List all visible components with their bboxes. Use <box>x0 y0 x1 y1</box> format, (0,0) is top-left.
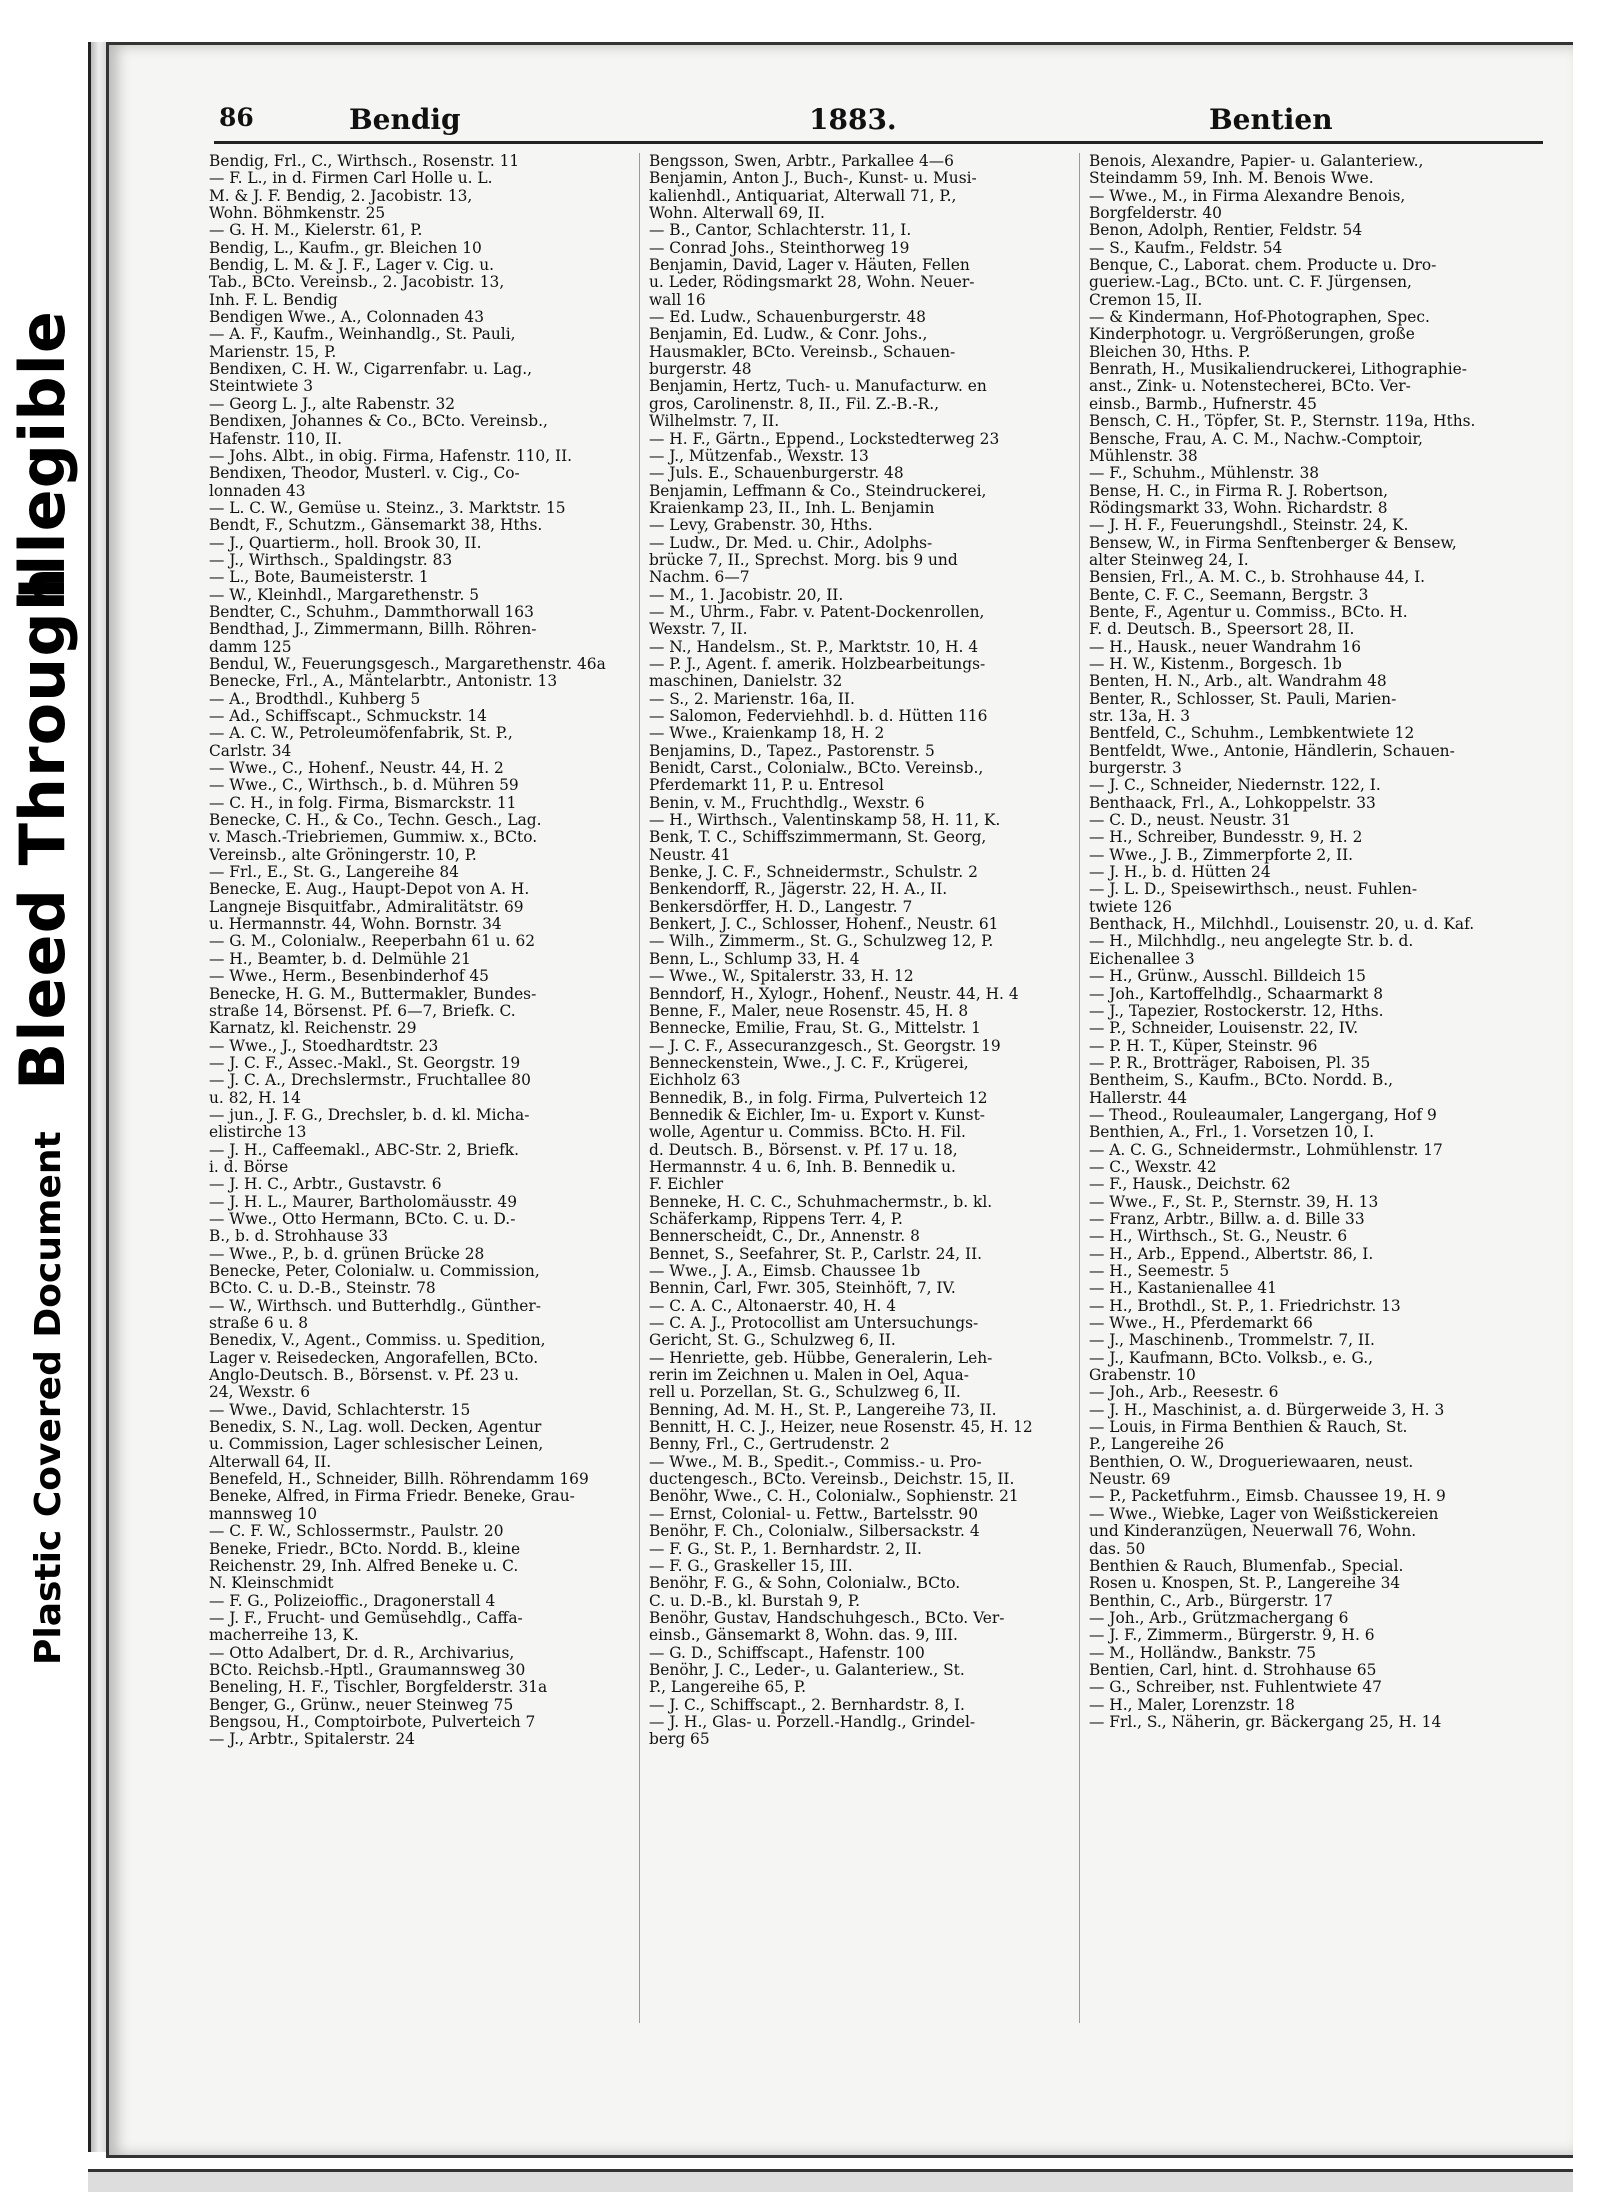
directory-entry-line: Benjamin, Hertz, Tuch- u. Manufacturw. en <box>649 378 987 396</box>
directory-entry-line: 24, Wexstr. 6 <box>209 1384 311 1402</box>
directory-entry-line: Cremon 15, II. <box>1089 291 1203 309</box>
directory-entry-line: — N., Handelsm., St. P., Marktstr. 10, H. 4 <box>649 638 979 656</box>
directory-entry-line: Rödingsmarkt 33, Wohn. Richardstr. 8 <box>1089 499 1388 517</box>
directory-entry-line: Bendig, L., Kaufm., gr. Bleichen 10 <box>209 239 482 257</box>
directory-entry-line: — A. F., Kaufm., Weinhandlg., St. Pauli, <box>209 326 516 344</box>
directory-entry-line: — Wwe., Wiebke, Lager von Weißstickereien <box>1089 1505 1439 1523</box>
directory-entry-line: Benecke, C. H., & Co., Techn. Gesch., Lag. <box>209 812 542 830</box>
directory-entry-line: — Wwe., Kraienkamp 18, H. 2 <box>649 725 885 743</box>
directory-entry-line: — H., Beamter, b. d. Delmühle 21 <box>209 950 471 968</box>
directory-entry-line: Steindamm 59, Inh. M. Benois Wwe. <box>1089 170 1374 188</box>
directory-entry-line: damm 125 <box>209 638 292 656</box>
directory-entry-line: — Wwe., H., Pferdemarkt 66 <box>1089 1315 1313 1333</box>
directory-entry-line: — Ad., Schiffscapt., Schmuckstr. 14 <box>209 708 487 725</box>
directory-entry-line: Grabenstr. 10 <box>1089 1367 1196 1385</box>
directory-entry-line: — F. G., Polizeioffic., Dragonerstall 4 <box>209 1592 496 1610</box>
directory-entry-line: — J. H., Maschinist, a. d. Bürgerweide 3, H. 3 <box>1089 1401 1445 1419</box>
directory-entry-line: elistirche 13 <box>209 1124 307 1142</box>
directory-entry-line: Bense, H. C., in Firma R. J. Robertson, <box>1089 482 1389 500</box>
directory-entry-line: Bengsou, H., Comptoirbote, Pulverteich 7 <box>209 1713 536 1731</box>
directory-entry-line: — A., Brodthdl., Kuhberg 5 <box>209 690 421 708</box>
directory-entry-line: gueriew.-Lag., BCto. unt. C. F. Jürgensen, <box>1089 274 1412 292</box>
directory-entry-line: — J. F., Frucht- und Gemüsehdlg., Caffa- <box>209 1609 523 1627</box>
directory-entry-line: — P. H. T., Küper, Steinstr. 96 <box>1089 1037 1318 1055</box>
directory-entry-line: — H., Maler, Lorenzstr. 18 <box>1089 1696 1295 1714</box>
directory-entry-line: brücke 7, II., Sprechst. Morg. bis 9 und <box>649 551 958 569</box>
directory-entry-line: alter Steinweg 24, I. <box>1089 551 1249 569</box>
directory-entry-line: — H. F., Gärtn., Eppend., Lockstedterweg 23 <box>649 430 1000 448</box>
directory-entry-line: F. Eichler <box>649 1176 724 1194</box>
directory-entry-line: — Wwe., P., b. d. grünen Brücke 28 <box>209 1245 485 1263</box>
directory-entry-line: — Joh., Arb., Grützmachergang 6 <box>1089 1609 1349 1627</box>
directory-entry-line: Benjamin, Leffmann & Co., Steindruckerei, <box>649 482 987 500</box>
directory-entry-line: Benthin, C., Arb., Bürgerstr. 17 <box>1089 1592 1333 1610</box>
directory-entry-line: Bennet, S., Seefahrer, St. P., Carlstr. 24, II. <box>649 1245 983 1263</box>
directory-entry-line: — Wwe., David, Schlachterstr. 15 <box>209 1401 471 1419</box>
directory-entry-line: — Ed. Ludw., Schauenburgerstr. 48 <box>649 309 926 327</box>
directory-entry-line: Bendthad, J., Zimmermann, Billh. Röhren- <box>209 621 537 639</box>
directory-entry-line: — L. C. W., Gemüse u. Steinz., 3. Marktstr. 15 <box>209 499 566 517</box>
directory-entry-line: N. Kleinschmidt <box>209 1575 334 1593</box>
directory-entry-line: — G. D., Schiffscapt., Hafenstr. 100 <box>649 1644 925 1662</box>
directory-entry-line: Benthack, H., Milchhdl., Louisenstr. 20, u. d. Kaf. <box>1089 916 1475 934</box>
directory-entry-line: BCto. Reichsb.-Hptl., Graumannsweg 30 <box>209 1661 526 1679</box>
directory-entry-line: — H., Wirthsch., Valentinskamp 58, H. 11, K. <box>649 812 1001 830</box>
directory-entry-line: — P. R., Brotträger, Raboisen, Pl. 35 <box>1089 1054 1371 1072</box>
directory-entry-line: Tab., BCto. Vereinsb., 2. Jacobistr. 13, <box>209 274 505 292</box>
directory-entry-line: Bendter, C., Schuhm., Dammthorwall 163 <box>209 603 534 621</box>
directory-entry-line: Bensch, C. H., Töpfer, St. P., Sternstr. 119a, Hths. <box>1089 413 1476 431</box>
right-heading: Bentien <box>1209 103 1333 136</box>
directory-entry-line: Benque, C., Laborat. chem. Producte u. Dro- <box>1089 257 1437 275</box>
directory-entry-line: — H., Wirthsch., St. G., Neustr. 6 <box>1089 1228 1348 1246</box>
directory-entry-line: kalienhdl., Antiquariat, Alterwall 71, P., <box>649 187 957 205</box>
directory-entry-line: Steintwiete 3 <box>209 378 314 396</box>
directory-entry-line: d. Deutsch. B., Börsenst. v. Pf. 17 u. 18, <box>649 1141 958 1159</box>
directory-entry-line: — Georg L. J., alte Rabenstr. 32 <box>209 395 456 413</box>
directory-entry-line: maschinen, Danielstr. 32 <box>649 673 843 691</box>
directory-entry-line: rerin im Zeichnen u. Malen in Oel, Aqua- <box>649 1367 969 1385</box>
directory-entry-line: Benter, R., Schlosser, St. Pauli, Marien- <box>1089 690 1397 708</box>
directory-entry-line: u. 82, H. 14 <box>209 1089 301 1107</box>
directory-entry-line: — Wwe., C., Hohenf., Neustr. 44, H. 2 <box>209 760 504 778</box>
directory-entry-line: — C. A. J., Protocollist am Untersuchungs- <box>649 1315 979 1333</box>
directory-entry-line: Benecke, H. G. M., Buttermakler, Bundes- <box>209 985 537 1003</box>
directory-entry-line: Bendig, Frl., C., Wirthsch., Rosenstr. 11 <box>209 153 520 170</box>
directory-entry-line: — Frl., E., St. G., Langereihe 84 <box>209 864 459 882</box>
directory-entry-line: — H., Seemestr. 5 <box>1089 1263 1230 1280</box>
directory-entry-line: — M., 1. Jacobistr. 20, II. <box>649 586 844 604</box>
directory-entry-line: — H., Milchhdlg., neu angelegte Str. b. d. <box>1089 933 1414 951</box>
directory-entry-line: gros, Carolinenstr. 8, II., Fil. Z.-B.-R., <box>649 395 940 413</box>
directory-entry-line: str. 13a, H. 3 <box>1089 708 1191 725</box>
directory-entry-line: — H., Hausk., neuer Wandrahm 16 <box>1089 638 1362 656</box>
directory-entry-line: Benedix, S. N., Lag. woll. Decken, Agentur <box>209 1419 542 1437</box>
directory-entry-line: — F. L., in d. Firmen Carl Holle u. L. <box>209 170 493 188</box>
column-divider <box>639 153 640 2023</box>
directory-entry-line: burgerstr. 3 <box>1089 760 1182 778</box>
directory-entry-line: Hermannstr. 4 u. 6, Inh. B. Bennedik u. <box>649 1158 956 1176</box>
directory-entry-line: Benois, Alexandre, Papier- u. Galanteriew., <box>1089 153 1424 170</box>
directory-entry-line: Hafenstr. 110, II. <box>209 430 343 448</box>
directory-entry-line: — Wwe., M. B., Spedit.-, Commiss.- u. Pro- <box>649 1453 982 1471</box>
directory-entry-line: B., b. d. Strohhause 33 <box>209 1228 389 1246</box>
directory-entry-line: Alterwall 64, II. <box>209 1453 332 1471</box>
directory-entry-line: — Joh., Kartoffelhdlg., Schaarmarkt 8 <box>1089 985 1384 1003</box>
directory-entry-line: — Frl., S., Näherin, gr. Bäckergang 25, H. 14 <box>1089 1713 1442 1731</box>
directory-entry-line: Bennerscheidt, C., Dr., Annenstr. 8 <box>649 1228 920 1246</box>
directory-entry-line: — Franz, Arbtr., Billw. a. d. Bille 33 <box>1089 1210 1365 1228</box>
directory-entry-line: — Juls. E., Schauenburgerstr. 48 <box>649 465 904 483</box>
directory-entry-line: — Otto Adalbert, Dr. d. R., Archivarius, <box>209 1644 515 1662</box>
directory-entry-line: Benidt, Carst., Colonialw., BCto. Vereinsb., <box>649 760 984 778</box>
directory-entry-line: — Wilh., Zimmerm., St. G., Schulzweg 12, P. <box>649 933 994 951</box>
directory-entry-line: Neustr. 69 <box>1089 1471 1171 1489</box>
directory-entry-line: — J. C. F., Assecuranzgesch., St. Georgstr. 19 <box>649 1037 1001 1055</box>
directory-entry-line: Bensew, W., in Firma Senftenberger & Bensew, <box>1089 534 1457 552</box>
directory-entry-line: Bennitt, H. C. J., Heizer, neue Rosenstr. 45, H. 12 <box>649 1419 1033 1437</box>
directory-entry-line: Benthien, A., Frl., 1. Vorsetzen 10, I. <box>1089 1124 1375 1142</box>
directory-entry-line: Benndorf, H., Xylogr., Hohenf., Neustr. 44, H. 4 <box>649 985 1019 1003</box>
directory-entry-line: Benkendorff, R., Jägerstr. 22, H. A., II. <box>649 881 948 899</box>
page-bottom-edge <box>88 2169 1573 2192</box>
illegible-stamp: Illegible <box>6 310 79 600</box>
directory-entry-line: Nachm. 6—7 <box>649 569 750 587</box>
directory-entry-line: Wohn. Alterwall 69, II. <box>649 205 825 223</box>
directory-entry-line: Bennecke, Emilie, Frau, St. G., Mittelstr. 1 <box>649 1020 981 1038</box>
directory-entry-line: Bendig, L. M. & J. F., Lager v. Cig. u. <box>209 257 494 275</box>
directory-entry-line: Mühlenstr. 38 <box>1089 447 1198 465</box>
directory-entry-line: Benjamin, Ed. Ludw., & Conr. Johs., <box>649 326 928 344</box>
directory-entry-line: v. Masch.-Triebriemen, Gummiw. x., BCto. <box>209 829 538 847</box>
directory-entry-line: Benthaack, Frl., A., Lohkoppelstr. 33 <box>1089 794 1376 812</box>
directory-entry-line: — Joh., Arb., Reesestr. 6 <box>1089 1384 1279 1402</box>
directory-entry-line: rell u. Porzellan, St. G., Schulzweg 6, II. <box>649 1384 961 1402</box>
directory-entry-line: — J. H. F., Feuerungshdl., Steinstr. 24, K. <box>1089 517 1409 535</box>
directory-entry-line: anst., Zink- u. Notenstecherei, BCto. Ver- <box>1089 378 1411 396</box>
directory-entry-line: Benedix, V., Agent., Commiss. u. Spedition, <box>209 1332 546 1350</box>
directory-entry-line: einsb., Barmb., Hufnerstr. 45 <box>1089 395 1317 413</box>
directory-entry-line: Marienstr. 15, P. <box>209 343 337 361</box>
directory-entry-line: M. & J. F. Bendig, 2. Jacobistr. 13, <box>209 187 473 205</box>
directory-entry-line: Benthien, O. W., Drogueriewaaren, neust. <box>1089 1453 1414 1471</box>
directory-entry-line: — Conrad Johs., Steinthorweg 19 <box>649 239 910 257</box>
directory-entry-line: Bennedik, B., in folg. Firma, Pulverteich 12 <box>649 1089 988 1107</box>
directory-entry-line: Benneke, H. C. C., Schuhmachermstr., b. kl. <box>649 1193 993 1211</box>
directory-entry-line: — J. C., Schiffscapt., 2. Bernhardstr. 8, I. <box>649 1696 965 1714</box>
directory-entry-line: — J., Kaufmann, BCto. Volksb., e. G., <box>1089 1349 1373 1367</box>
directory-entry-line: Eichenallee 3 <box>1089 950 1195 968</box>
directory-entry-line: Benon, Adolph, Rentier, Feldstr. 54 <box>1089 222 1363 240</box>
directory-entry-line: Carlstr. 34 <box>209 742 292 760</box>
directory-entry-line: — Wwe., J. B., Zimmerpforte 2, II. <box>1089 846 1354 864</box>
directory-entry-line: Benkersdörffer, H. D., Langestr. 7 <box>649 898 913 916</box>
directory-entry-line: — Levy, Grabenstr. 30, Hths. <box>649 517 873 535</box>
directory-entry-line: F. d. Deutsch. B., Speersort 28, II. <box>1089 621 1355 639</box>
directory-entry-line: — J., Tapezier, Rostockerstr. 12, Hths. <box>1089 1002 1384 1020</box>
directory-entry-line: i. d. Börse <box>209 1158 289 1176</box>
directory-entry-line: — C., Wexstr. 42 <box>1089 1158 1217 1176</box>
directory-entry-line: — Wwe., F., St. P., Sternstr. 39, H. 13 <box>1089 1193 1379 1211</box>
directory-entry-line: Gericht, St. G., Schulzweg 6, II. <box>649 1332 896 1350</box>
directory-entry-line: Benin, v. M., Fruchthdlg., Wexstr. 6 <box>649 794 925 812</box>
directory-entry-line: — Ernst, Colonial- u. Fettw., Bartelsstr. 90 <box>649 1505 979 1523</box>
directory-entry-line: u. Hermannstr. 44, Wohn. Bornstr. 34 <box>209 916 502 934</box>
column-2 <box>649 153 1069 1749</box>
directory-entry-line: Neustr. 41 <box>649 846 731 864</box>
directory-entry-line: — J., Maschinenb., Trommelstr. 7, II. <box>1089 1332 1375 1350</box>
directory-entry-line: — L., Bote, Baumeisterstr. 1 <box>209 569 429 587</box>
directory-entry-line: Rosen u. Knospen, St. P., Langereihe 34 <box>1089 1575 1401 1593</box>
directory-entry-line: — H., Arb., Eppend., Albertstr. 86, I. <box>1089 1245 1374 1263</box>
directory-entry-line: — J. H., b. d. Hütten 24 <box>1089 864 1271 882</box>
directory-entry-line: — M., Uhrm., Fabr. v. Patent-Dockenrollen, <box>649 603 985 621</box>
directory-entry-line: — H. W., Kistenm., Borgesch. 1b <box>1089 655 1342 673</box>
directory-entry-line: Anglo-Deutsch. B., Börsenst. v. Pf. 23 u. <box>209 1367 519 1385</box>
directory-entry-line: — G. M., Colonialw., Reeperbahn 61 u. 62 <box>209 933 536 951</box>
year-heading: 1883. <box>809 103 897 136</box>
directory-entry-line: — Wwe., J. A., Eimsb. Chaussee 1b <box>649 1263 921 1280</box>
directory-entry-line: Benn, L., Schlump 33, H. 4 <box>649 950 860 968</box>
scanned-book-page <box>88 42 1573 2152</box>
directory-entry-line: straße 14, Börsenst. Pf. 6—7, Briefk. C. <box>209 1002 516 1020</box>
directory-entry-line: Benöhr, J. C., Leder-, u. Galanteriew., St. <box>649 1661 965 1679</box>
directory-entry-line: — J. H., Glas- u. Porzell.-Handlg., Grindel- <box>649 1713 976 1731</box>
directory-entry-line: — H., Grünw., Ausschl. Billdeich 15 <box>1089 968 1366 986</box>
directory-entry-line: — J., Arbtr., Spitalerstr. 24 <box>209 1731 415 1749</box>
directory-entry-line: — Wwe., M., in Firma Alexandre Benois, <box>1089 187 1406 205</box>
directory-entry-line: einsb., Gänsemarkt 8, Wohn. das. 9, III. <box>649 1627 958 1645</box>
directory-entry-line: — J. F., Zimmerm., Bürgerstr. 9, H. 6 <box>1089 1627 1375 1645</box>
directory-entry-line: Vereinsb., alte Gröningerstr. 10, P. <box>209 846 477 864</box>
directory-entry-line: Benöhr, Gustav, Handschuhgesch., BCto. Ver- <box>649 1609 1005 1627</box>
directory-entry-line: Benten, H. N., Arb., alt. Wandrahm 48 <box>1089 673 1387 691</box>
plastic-covered-stamp: Plastic Covered Document <box>28 1131 69 1665</box>
directory-entry-line: Bleichen 30, Hths. P. <box>1089 343 1251 361</box>
directory-entry-line: Benjamin, David, Lager v. Häuten, Fellen <box>649 257 970 275</box>
directory-entry-line: — Henriette, geb. Hübbe, Generalerin, Leh- <box>649 1349 993 1367</box>
directory-entry-line: P., Langereihe 65, P. <box>649 1679 806 1697</box>
directory-entry-line: und Kinderanzügen, Neuerwall 76, Wohn. <box>1089 1523 1417 1541</box>
directory-entry-line: Bengsson, Swen, Arbtr., Parkallee 4—6 <box>649 153 954 170</box>
directory-entry-line: — S., 2. Marienstr. 16a, II. <box>649 690 855 708</box>
directory-entry-line: Borgfelderstr. 40 <box>1089 205 1222 223</box>
directory-entry-line: — J. L. D., Speisewirthsch., neust. Fuhlen- <box>1089 881 1418 899</box>
directory-entry-line: — Louis, in Firma Benthien & Rauch, St. <box>1089 1419 1408 1437</box>
directory-entry-line: burgerstr. 48 <box>649 361 752 379</box>
page-number: 86 <box>219 103 254 132</box>
directory-entry-line: Bentheim, S., Kaufm., BCto. Nordd. B., <box>1089 1072 1394 1090</box>
bleed-through-stamp: Bleed Through <box>6 566 79 1090</box>
directory-entry-line: Pferdemarkt 11, P. u. Entresol <box>649 777 884 795</box>
directory-entry-line: — J., Mützenfab., Wexstr. 13 <box>649 447 869 465</box>
directory-entry-line: Benthien & Rauch, Blumenfab., Special. <box>1089 1557 1404 1575</box>
directory-entry-line: — C. H., in folg. Firma, Bismarckstr. 11 <box>209 794 517 812</box>
directory-entry-line: Beneke, Friedr., BCto. Nordd. B., kleine <box>209 1540 521 1558</box>
directory-entry-line: Reichenstr. 29, Inh. Alfred Beneke u. C. <box>209 1557 519 1575</box>
directory-entry-line: Benöhr, F. Ch., Colonialw., Silbersackstr. 4 <box>649 1523 980 1541</box>
directory-entry-line: — J. C., Schneider, Niedernstr. 122, I. <box>1089 777 1381 795</box>
directory-entry-line: Bennin, Carl, Fwr. 305, Steinhöft, 7, IV. <box>649 1280 956 1298</box>
directory-entry-line: Bentfeldt, Wwe., Antonie, Händlerin, Schauen- <box>1089 742 1455 760</box>
directory-entry-line: Bennedik & Eichler, Im- u. Export v. Kunst- <box>649 1106 985 1124</box>
header-rule <box>214 141 1543 144</box>
column-divider <box>1079 153 1080 2023</box>
directory-entry-line: Benning, Ad. M. H., St. P., Langereihe 73, II. <box>649 1401 997 1419</box>
directory-entry-line: straße 6 u. 8 <box>209 1315 309 1333</box>
directory-entry-line: Eichholz 63 <box>649 1072 741 1090</box>
directory-entry-line: lonnaden 43 <box>209 482 306 500</box>
directory-entry-line: Wilhelmstr. 7, II. <box>649 413 780 431</box>
directory-entry-line: — P. J., Agent. f. amerik. Holzbearbeitungs- <box>649 655 986 673</box>
directory-entry-line: Lager v. Reisedecken, Angorafellen, BCto. <box>209 1349 539 1367</box>
directory-page <box>106 42 1573 2158</box>
directory-entry-line: — Theod., Rouleaumaler, Langergang, Hof 9 <box>1089 1106 1437 1124</box>
directory-entry-line: Kraienkamp 23, II., Inh. L. Benjamin <box>649 499 935 517</box>
directory-entry-line: Bente, F., Agentur u. Commiss., BCto. H. <box>1089 603 1408 621</box>
directory-entry-line: — F., Schuhm., Mühlenstr. 38 <box>1089 465 1320 483</box>
directory-entry-line: — J. H. L., Maurer, Bartholomäusstr. 49 <box>209 1193 517 1211</box>
directory-entry-line: — G. H. M., Kielerstr. 61, P. <box>209 222 423 240</box>
directory-entry-line: Karnatz, kl. Reichenstr. 29 <box>209 1020 417 1038</box>
left-heading: Bendig <box>349 103 461 136</box>
directory-entry-line: Schäferkamp, Rippens Terr. 4, P. <box>649 1210 903 1228</box>
directory-entry-line: Bentfeld, C., Schuhm., Lembkentwiete 12 <box>1089 725 1415 743</box>
directory-entry-line: Bensien, Frl., A. M. C., b. Strohhause 44, I. <box>1089 569 1426 587</box>
directory-entry-line: Benjamin, Anton J., Buch-, Kunst- u. Musi- <box>649 170 977 188</box>
directory-entry-line: u. Commission, Lager schlesischer Leinen, <box>209 1436 544 1454</box>
directory-entry-line: — Johs. Albt., in obig. Firma, Hafenstr. 110, II. <box>209 447 573 465</box>
directory-entry-line: Wohn. Böhmkenstr. 25 <box>209 205 386 223</box>
directory-entry-line: — jun., J. F. G., Drechsler, b. d. kl. Micha- <box>209 1106 530 1124</box>
directory-entry-line: — Salomon, Federviehhdl. b. d. Hütten 116 <box>649 708 988 725</box>
directory-entry-line: wall 16 <box>649 291 706 309</box>
page-header <box>109 103 1573 143</box>
directory-entry-line: Bendixen, C. H. W., Cigarrenfabr. u. Lag., <box>209 361 532 379</box>
directory-entry-line: Benny, Frl., C., Gertrudenstr. 2 <box>649 1436 890 1454</box>
directory-entry-line: — J., Wirthsch., Spaldingstr. 83 <box>209 551 453 569</box>
directory-entry-line: — H., Schreiber, Bundesstr. 9, H. 2 <box>1089 829 1363 847</box>
directory-entry-line: — P., Packetfuhrm., Eimsb. Chaussee 19, H. 9 <box>1089 1488 1446 1506</box>
directory-entry-line: — W., Wirthsch. und Butterhdlg., Günther- <box>209 1297 541 1315</box>
directory-entry-line: Bendt, F., Schutzm., Gänsemarkt 38, Hths. <box>209 517 543 535</box>
directory-entry-line: twiete 126 <box>1089 898 1172 916</box>
directory-entry-line: — P., Schneider, Louisenstr. 22, IV. <box>1089 1020 1359 1038</box>
directory-entry-line: u. Leder, Rödingsmarkt 28, Wohn. Neuer- <box>649 274 975 292</box>
directory-entry-line: Benjamins, D., Tapez., Pastorenstr. 5 <box>649 742 935 760</box>
directory-entry-line: Benecke, Peter, Colonialw. u. Commission, <box>209 1263 540 1280</box>
directory-entry-line: Beneke, Alfred, in Firma Friedr. Beneke, Grau- <box>209 1488 575 1506</box>
directory-entry-line: Bendixen, Johannes & Co., BCto. Vereinsb., <box>209 413 548 431</box>
directory-entry-line: macherreihe 13, K. <box>209 1627 359 1645</box>
directory-entry-line: — Wwe., Herm., Besenbinderhof 45 <box>209 968 489 986</box>
directory-entry-line: — Ludw., Dr. Med. u. Chir., Adolphs- <box>649 534 933 552</box>
directory-entry-line: — C. F. W., Schlossermstr., Paulstr. 20 <box>209 1523 504 1541</box>
directory-entry-line: Beneling, H. F., Tischler, Borgfelderstr. 31a <box>209 1679 548 1697</box>
directory-entry-line: — J. H., Caffeemakl., ABC-Str. 2, Briefk. <box>209 1141 519 1159</box>
directory-entry-line: Benöhr, F. G., & Sohn, Colonialw., BCto. <box>649 1575 961 1593</box>
directory-entry-line: Benneckenstein, Wwe., J. C. F., Krügerei, <box>649 1054 969 1072</box>
directory-entry-line: — J. C. F., Assec.-Makl., St. Georgstr. 19 <box>209 1054 521 1072</box>
directory-entry-line: — A. C. W., Petroleumöfenfabrik, St. P., <box>209 725 513 743</box>
directory-entry-line: Kinderphotogr. u. Vergrößerungen, große <box>1089 326 1415 344</box>
directory-entry-line: Benrath, H., Musikaliendruckerei, Lithographie- <box>1089 361 1467 379</box>
directory-entry-line: Bendigen Wwe., A., Colonnaden 43 <box>209 309 485 327</box>
directory-entry-line: Bensche, Frau, A. C. M., Nachw.-Comptoir, <box>1089 430 1423 448</box>
directory-entry-line: — M., Holländw., Bankstr. 75 <box>1089 1644 1317 1662</box>
directory-entry-line: — H., Kastanienallee 41 <box>1089 1280 1277 1298</box>
directory-entry-line: — A. C. G., Schneidermstr., Lohmühlenstr. 17 <box>1089 1141 1443 1159</box>
directory-entry-line: Bentien, Carl, hint. d. Strohhause 65 <box>1089 1661 1377 1679</box>
directory-entry-line: — Wwe., Otto Hermann, BCto. C. u. D.- <box>209 1210 516 1228</box>
directory-entry-line: BCto. C. u. D.-B., Steinstr. 78 <box>209 1280 436 1298</box>
directory-entry-line: mannsweg 10 <box>209 1505 318 1523</box>
directory-entry-line: Benke, J. C. F., Schneidermstr., Schulstr. 2 <box>649 864 978 882</box>
directory-entry-line: — J. H. C., Arbtr., Gustavstr. 6 <box>209 1176 442 1194</box>
directory-entry-line: — H., Brothdl., St. P., 1. Friedrichstr. 13 <box>1089 1297 1401 1315</box>
directory-entry-line: ductengesch., BCto. Vereinsb., Deichstr. 15, II. <box>649 1471 1015 1489</box>
directory-entry-line: Benkert, J. C., Schlosser, Hohenf., Neustr. 61 <box>649 916 999 934</box>
column-1 <box>209 153 629 1749</box>
directory-entry-line: P., Langereihe 26 <box>1089 1436 1225 1454</box>
directory-entry-line: — C. A. C., Altonaerstr. 40, H. 4 <box>649 1297 897 1315</box>
directory-entry-line: Langneje Bisquitfabr., Admiralitätstr. 69 <box>209 898 524 916</box>
directory-entry-line: — Wwe., W., Spitalerstr. 33, H. 12 <box>649 968 914 986</box>
directory-entry-line: Benk, T. C., Schiffszimmermann, St. Georg, <box>649 829 987 847</box>
directory-entry-line: Benefeld, H., Schneider, Billh. Röhrendamm 169 <box>209 1471 589 1489</box>
directory-entry-line: Bendixen, Theodor, Musterl. v. Cig., Co- <box>209 465 520 483</box>
directory-entry-line: das. 50 <box>1089 1540 1146 1558</box>
directory-entry-line: — F., Hausk., Deichstr. 62 <box>1089 1176 1291 1194</box>
directory-entry-line: Wexstr. 7, II. <box>649 621 748 639</box>
directory-entry-line: berg 65 <box>649 1731 710 1749</box>
directory-entry-line: — J. C. A., Drechslermstr., Fruchtallee 80 <box>209 1072 531 1090</box>
directory-entry-line: — S., Kaufm., Feldstr. 54 <box>1089 239 1283 257</box>
directory-entry-line: — J., Quartierm., holl. Brook 30, II. <box>209 534 482 552</box>
directory-entry-line: Benöhr, Wwe., C. H., Colonialw., Sophienstr. 21 <box>649 1488 1019 1506</box>
directory-entry-line: — F. G., St. P., 1. Bernhardstr. 2, II. <box>649 1540 922 1558</box>
directory-entry-line: Benecke, E. Aug., Haupt-Depot von A. H. <box>209 881 530 899</box>
directory-entry-line: — C. D., neust. Neustr. 31 <box>1089 812 1292 830</box>
directory-entry-line: — Wwe., C., Wirthsch., b. d. Mühren 59 <box>209 777 519 795</box>
directory-entry-line: wolle, Agentur u. Commiss. BCto. H. Fil. <box>649 1124 966 1142</box>
directory-entry-line: Hausmakler, BCto. Vereinsb., Schauen- <box>649 343 956 361</box>
directory-entry-line: — W., Kleinhdl., Margarethenstr. 5 <box>209 586 480 604</box>
directory-entry-line: C. u. D.-B., kl. Burstah 9, P. <box>649 1592 860 1610</box>
column-3 <box>1089 153 1509 1731</box>
directory-entry-line: Hallerstr. 44 <box>1089 1089 1188 1107</box>
directory-entry-line: Benecke, Frl., A., Mäntelarbtr., Antonistr. 13 <box>209 673 558 691</box>
directory-entry-line: Benger, G., Grünw., neuer Steinweg 75 <box>209 1696 514 1714</box>
directory-entry-line: — B., Cantor, Schlachterstr. 11, I. <box>649 222 912 240</box>
directory-entry-line: Bendul, W., Feuerungsgesch., Margarethenstr. 46a <box>209 655 606 673</box>
directory-entry-line: Inh. F. L. Bendig <box>209 291 338 309</box>
directory-entry-line: — & Kindermann, Hof-Photographen, Spec. <box>1089 309 1430 327</box>
directory-entry-line: — Wwe., J., Stoedhardtstr. 23 <box>209 1037 439 1055</box>
directory-entry-line: Bente, C. F. C., Seemann, Bergstr. 3 <box>1089 586 1369 604</box>
directory-entry-line: Benne, F., Maler, neue Rosenstr. 45, H. 8 <box>649 1002 969 1020</box>
directory-entry-line: — G., Schreiber, nst. Fuhlentwiete 47 <box>1089 1679 1382 1697</box>
directory-entry-line: — F. G., Graskeller 15, III. <box>649 1557 853 1575</box>
